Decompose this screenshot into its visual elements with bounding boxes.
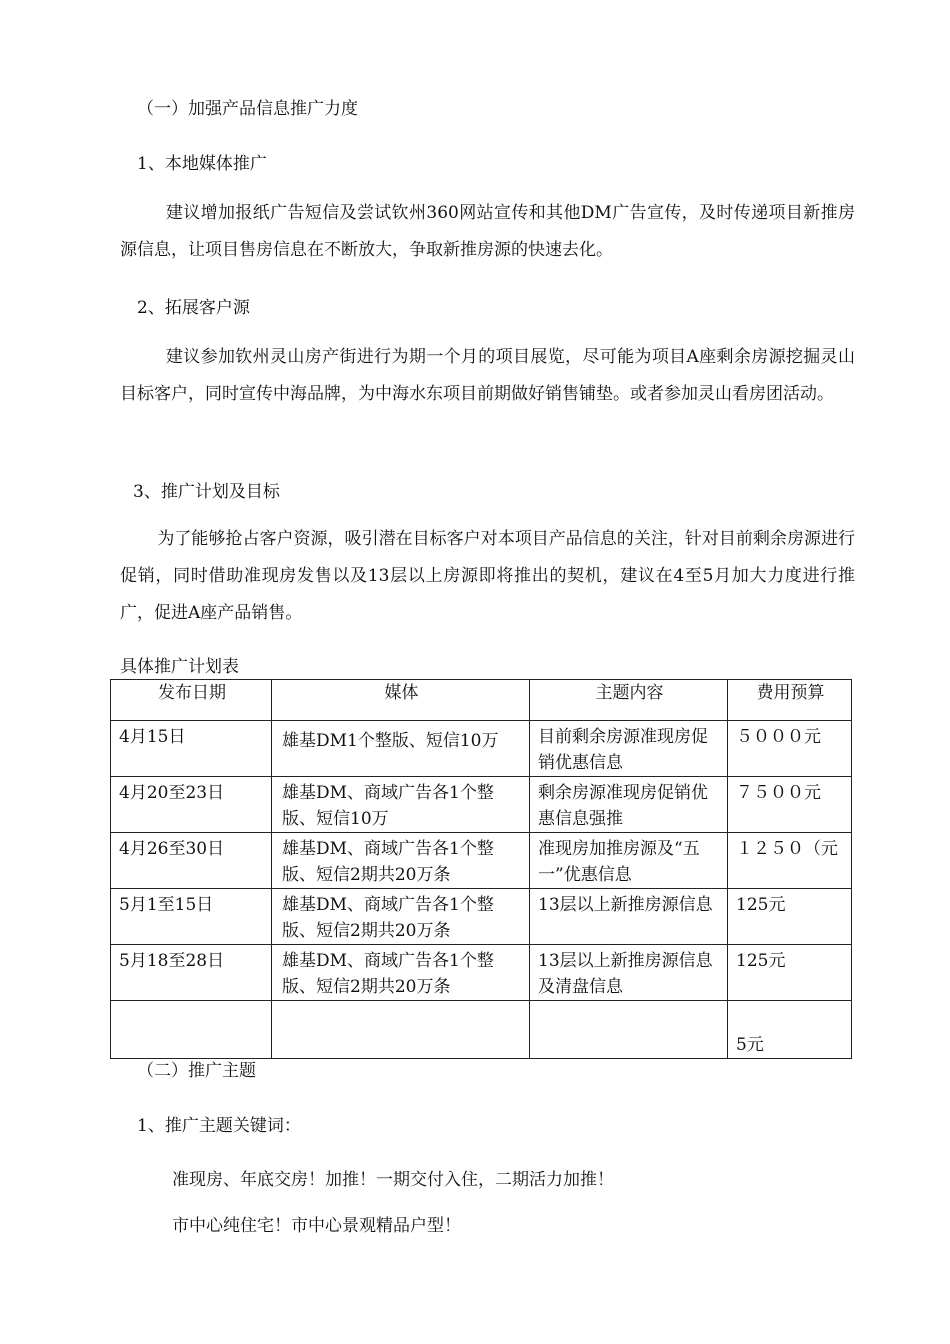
cell-theme: 13层以上新推房源信息 xyxy=(530,889,728,945)
cell-theme: 准现房加推房源及“五一”优惠信息 xyxy=(530,833,728,889)
item1-paragraph: 建议增加报纸广告短信及尝试钦州360网站宣传和其他DM广告宣传，及时传递项目新推房源信息，让项目售房信息在不断放大，争取新推房源的快速去化。 xyxy=(120,203,855,260)
cell-budget xyxy=(728,1001,852,1059)
cell-media xyxy=(272,945,530,1001)
item3-paragraph: 为了能够抢占客户资源，吸引潜在目标客户对本项目产品信息的关注，针对目前剩余房源进行促销，同时借助准现房发售以及13层以上房源即将推出的契机，建议在4至5月加大力度进行推广，促进A座产品销售。 xyxy=(120,529,855,623)
cell-media-text: 雄基DM、商域广告各1个整版、短信2期共20万条 xyxy=(282,895,494,941)
cell-date: 4月20至23日 xyxy=(111,777,272,833)
item3-title: 3、推广计划及目标 xyxy=(133,482,280,502)
cell-media xyxy=(272,777,530,833)
table-row xyxy=(111,833,852,889)
promotion-plan-table xyxy=(110,679,852,1059)
cell-theme xyxy=(530,1001,728,1059)
cell-budget: ５０００元 xyxy=(728,721,852,777)
cell-budget: 125元 xyxy=(728,889,852,945)
section2-item-title: 1、推广主题关键词： xyxy=(137,1116,301,1136)
header-media: 媒体 xyxy=(272,680,530,721)
cell-date: 4月15日 xyxy=(111,721,272,777)
slogan-1: 准现房、年底交房！加推！一期交付入住，二期活力加推！ xyxy=(172,1170,614,1190)
table-row xyxy=(111,721,852,777)
header-date: 发布日期 xyxy=(111,680,272,721)
cell-theme: 13层以上新推房源信息及清盘信息 xyxy=(530,945,728,1001)
cell-media-text: 雄基DM、商域广告各1个整版、短信10万 xyxy=(282,783,494,829)
cell-media-text: 雄基DM1个整版、短信10万 xyxy=(282,731,499,751)
cell-date xyxy=(111,1001,272,1059)
cell-media xyxy=(272,1001,530,1059)
cell-budget: 125元 xyxy=(728,945,852,1001)
cell-media xyxy=(272,833,530,889)
cell-media xyxy=(272,721,530,777)
table-caption: 具体推广计划表 xyxy=(120,657,239,677)
cell-budget: １２５０（元 xyxy=(728,833,852,889)
header-budget: 费用预算 xyxy=(728,680,852,721)
cell-budget-text: 5元 xyxy=(736,1035,764,1055)
table-row xyxy=(111,889,852,945)
cell-date: 5月18至28日 xyxy=(111,945,272,1001)
section2-heading: （二）推广主题 xyxy=(137,1061,256,1081)
cell-date: 5月1至15日 xyxy=(111,889,272,945)
cell-media-text: 雄基DM、商域广告各1个整版、短信2期共20万条 xyxy=(282,951,494,997)
table-header-row xyxy=(111,680,852,721)
table-row xyxy=(111,777,852,833)
cell-theme: 目前剩余房源准现房促销优惠信息 xyxy=(530,721,728,777)
cell-media xyxy=(272,889,530,945)
cell-budget: ７５００元 xyxy=(728,777,852,833)
cell-theme: 剩余房源准现房促销优惠信息强推 xyxy=(530,777,728,833)
table-row xyxy=(111,945,852,1001)
slogan-2: 市中心纯住宅！市中心景观精品户型！ xyxy=(172,1216,461,1236)
cell-date: 4月26至30日 xyxy=(111,833,272,889)
header-theme: 主题内容 xyxy=(530,680,728,721)
table-row xyxy=(111,1001,852,1059)
item2-title: 2、拓展客户源 xyxy=(137,298,250,318)
item2-paragraph: 建议参加钦州灵山房产街进行为期一个月的项目展览，尽可能为项目A座剩余房源挖掘灵山目标客户，同时宣传中海品牌，为中海水东项目前期做好销售铺垫。或者参加灵山看房团活动。 xyxy=(120,347,855,404)
section1-heading: （一）加强产品信息推广力度 xyxy=(137,99,358,119)
cell-media-text: 雄基DM、商域广告各1个整版、短信2期共20万条 xyxy=(282,839,494,885)
item1-title: 1、本地媒体推广 xyxy=(137,154,267,174)
